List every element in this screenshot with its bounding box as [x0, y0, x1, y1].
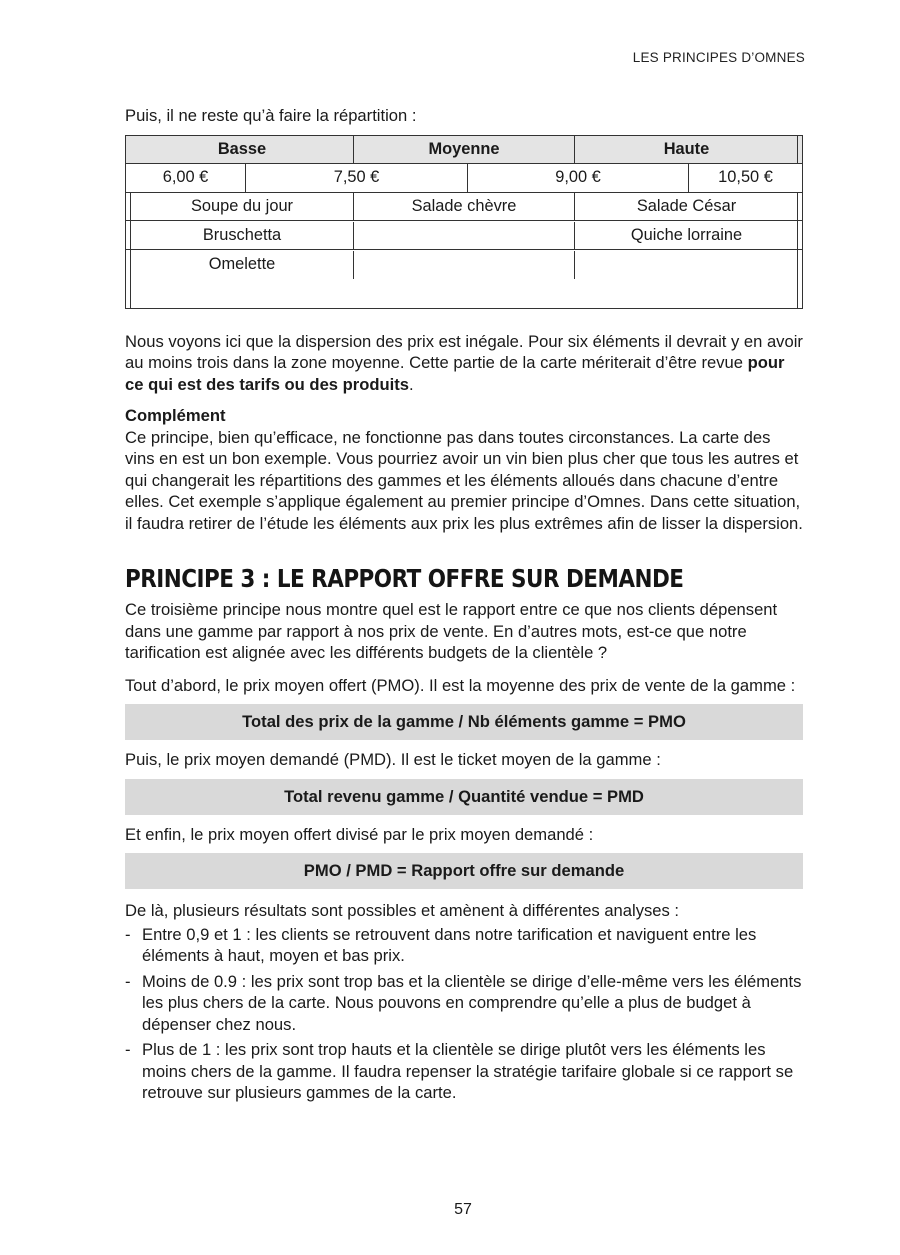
table-row	[126, 222, 802, 251]
table-cell	[574, 251, 798, 280]
table-cell	[353, 222, 574, 250]
header-basse: Basse	[217, 139, 267, 158]
list-item-text: Entre 0,9 et 1 : les clients se retrouvent dans notre tarification et naviguent entre les éléments à haut, moyen et bas prix.	[142, 924, 757, 965]
price-cell: 10,50 €	[688, 164, 802, 192]
list-item	[125, 924, 803, 967]
complement-paragraph: Ce principe, bien qu’efficace, ne fonctionne pas dans toutes circonstances. La carte des vins en est un bon exemple. Vous pourriez avoir un vin bien plus cher que tous les autres et qui changerait les répartitions des gammes et les éléments alloués dans chacune d’entre elles. Cet exemple s’applique également au premier principe d’Omnes. Dans cette situation, il faudra retirer de l’étude les éléments aux prix les plus extrêmes afin de lisser la dispersion.	[125, 427, 803, 533]
section-title: PRINCIPE 3 : LE RAPPORT OFFRE SUR DEMANDE	[125, 564, 684, 593]
list-item	[125, 1039, 803, 1104]
distribution-table	[125, 135, 803, 309]
formula-pmo: Total des prix de la gamme / Nb éléments gamme = PMO	[125, 704, 803, 740]
price-cell: 7,50 €	[245, 164, 467, 192]
bullet: -	[125, 1040, 131, 1059]
table-cell: Omelette	[208, 255, 276, 273]
table-cell: Bruschetta	[202, 225, 282, 244]
price-cell: 9,00 €	[467, 164, 688, 192]
table-price-row	[126, 164, 802, 193]
dispersion-end: .	[409, 374, 414, 394]
table-cell: Salade chèvre	[353, 193, 574, 221]
results-intro: De là, plusieurs résultats sont possibles et amènent à différentes analyses :	[125, 901, 680, 920]
running-head: LES PRINCIPES D’OMNES	[632, 50, 805, 65]
dispersion-bold: pour ce qui est des tarifs ou des produits	[125, 353, 785, 394]
bullet: -	[125, 971, 131, 991]
header-moyenne: Moyenne	[353, 136, 574, 164]
results-list	[125, 924, 803, 1104]
bullet: -	[125, 924, 131, 944]
table-cell	[353, 251, 574, 280]
dispersion-text: Nous voyons ici que la dispersion des prix est inégale. Pour six éléments il devrait y en avoir au moins trois dans la zone moyenne. Cette partie de la carte mériterait d’être revue	[125, 331, 803, 372]
table-row	[126, 193, 802, 222]
complement-heading: Complément	[125, 406, 226, 425]
formula-pmd: Total revenu gamme / Quantité vendue = PMD	[125, 779, 803, 815]
formula-ratio: PMO / PMD = Rapport offre sur demande	[125, 853, 803, 889]
principle-intro: Ce troisième principe nous montre quel est le rapport entre ce que nos clients dépensent dans une gamme par rapport à nos prix de vente. En d’autres mots, est-ce que notre tarification est alignée avec les différents budgets de la clientèle ?	[125, 600, 778, 662]
ratio-intro: Et enfin, le prix moyen offert divisé par le prix moyen demandé :	[125, 824, 594, 844]
page-content	[125, 105, 803, 1108]
pmd-intro: Puis, le prix moyen demandé (PMD). Il est le ticket moyen de la gamme :	[125, 750, 661, 769]
list-item-text: Moins de 0.9 : les prix sont trop bas et la clientèle se dirige d’elle-même vers les éléments les plus chers de la carte. Nous pouvons en comprendre qu’elle a plus de budget à dépenser chez nous.	[142, 971, 802, 1034]
dispersion-paragraph	[125, 331, 803, 396]
table-row	[126, 251, 802, 280]
page-number: 57	[454, 1201, 472, 1218]
table-cell: Quiche lorraine	[574, 222, 798, 250]
table-cell: Salade César	[574, 193, 798, 221]
price-cell: 6,00 €	[126, 164, 245, 192]
list-item	[125, 971, 803, 1036]
table-cell: Soupe du jour	[190, 196, 294, 215]
intro-text: Puis, il ne reste qu’à faire la répartition :	[125, 106, 417, 125]
table-header-row	[126, 136, 802, 165]
header-haute: Haute	[574, 136, 798, 164]
list-item-text: Plus de 1 : les prix sont trop hauts et la clientèle se dirige plutôt vers les éléments les moins chers de la gamme. Il faudra repenser la stratégie tarifaire globale si ce rapport se retrouve sur plusieurs gammes de la carte.	[142, 1040, 794, 1102]
pmo-intro: Tout d’abord, le prix moyen offert (PMO). Il est la moyenne des prix de vente de la gamme :	[125, 675, 796, 695]
